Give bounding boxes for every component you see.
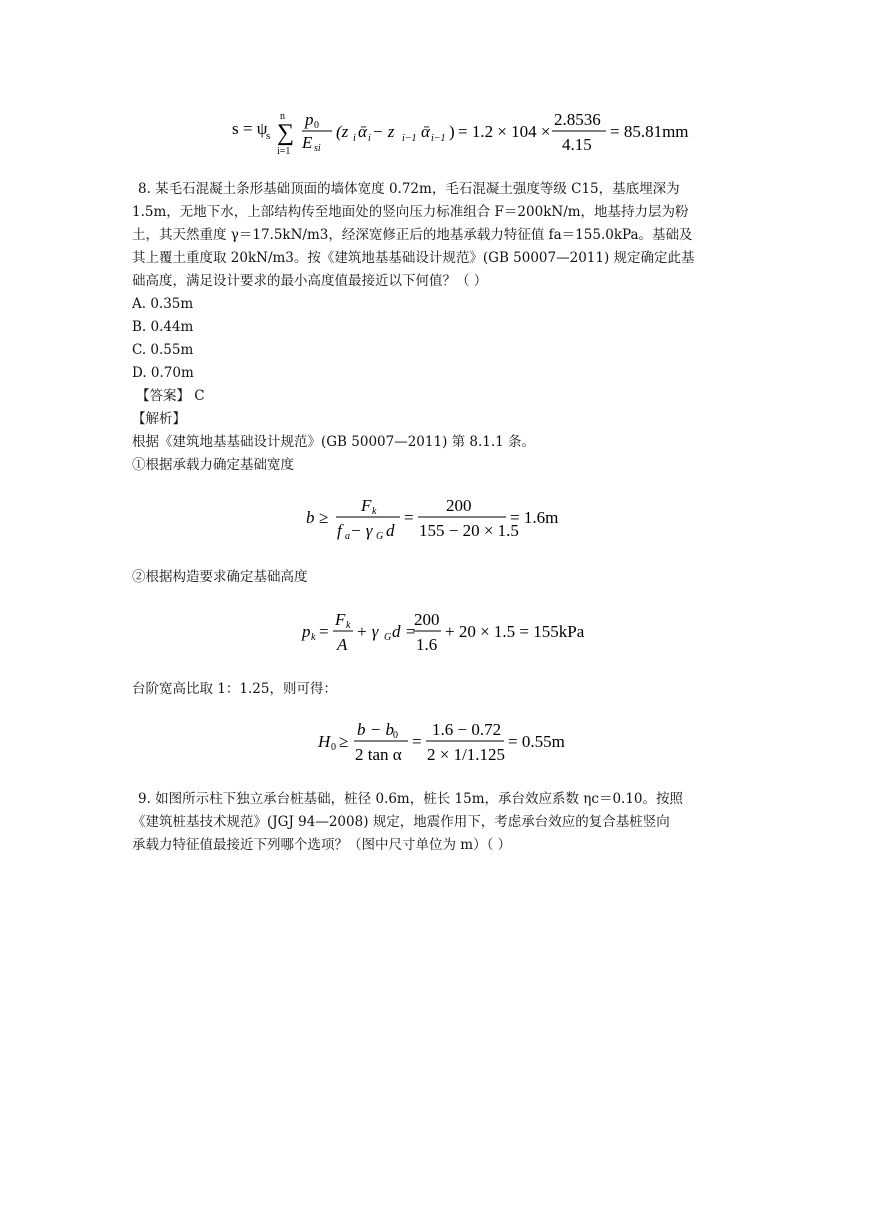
alpha-i-sub: i	[368, 133, 371, 144]
minus-z: − z	[372, 122, 395, 141]
pressure-formula	[302, 608, 602, 658]
option-b: B. 0.44m	[132, 319, 194, 335]
alpha-j: ᾱ	[421, 122, 430, 141]
f3-den: 2 tan α	[355, 745, 402, 764]
alpha-i: ᾱ	[358, 122, 367, 141]
f2-den2: 1.6	[416, 635, 438, 654]
f3-ge: ≥	[339, 732, 349, 751]
f1-den: f	[337, 521, 342, 540]
alpha-j-sub: i−1	[431, 133, 446, 144]
height-formula	[318, 718, 578, 768]
frac-den-sub: si	[314, 143, 321, 154]
option-c: C. 0.55m	[132, 342, 194, 358]
f1-num-sub: k	[372, 506, 377, 517]
f2-g-sub: G	[384, 632, 392, 643]
sum-top: n	[280, 111, 285, 122]
q9-line-1: 9. 如图所示柱下独立承台桩基础，桩径 0.6m，桩长 15m，承台效应系数 ηc＝0.10。按照	[138, 791, 684, 807]
f2-d: d =	[392, 622, 417, 641]
f1-den-sub2: G	[376, 531, 384, 542]
f1-den-mid: − γ	[350, 521, 373, 540]
option-a: A. 0.35m	[132, 296, 194, 312]
width-formula	[306, 494, 606, 544]
f1-den-sub1: a	[345, 531, 350, 542]
frac-num-sub: 0	[314, 120, 319, 131]
f2-lhs-sub: k	[311, 632, 316, 643]
f3-lhs: H	[318, 732, 331, 751]
paren-i: i	[353, 133, 356, 144]
formula-num: 2.8536	[554, 110, 601, 129]
f3-lhs-sub: 0	[331, 742, 336, 753]
f2-den: A	[337, 635, 348, 654]
formula-den: 4.15	[562, 135, 592, 154]
paren-z: (z	[336, 122, 349, 141]
z-sub: i−1	[402, 133, 417, 144]
formula-sub-s: s	[266, 130, 271, 142]
q8-line-1: 8. 某毛石混凝土条形基础顶面的墙体宽度 0.72m，毛石混凝土强度等级 C15，基底埋深为	[138, 181, 680, 197]
option-d: D. 0.70m	[132, 365, 194, 381]
f3-num: b − b	[357, 720, 394, 739]
f1-lhs: b ≥	[306, 508, 329, 527]
formula-eq1: = 1.2 × 104 ×	[458, 122, 551, 141]
f3-result: = 0.55m	[508, 732, 565, 751]
q8-line-2: 1.5m，无地下水，上部结构传至地面处的竖向压力标准组合 F＝200kN/m，地基持力层为粉	[132, 204, 689, 220]
step-3-text: 台阶宽高比取 1：1.25，则可得：	[132, 681, 337, 697]
sum-sign: ∑	[277, 120, 295, 146]
f1-eq: =	[404, 508, 414, 527]
paren-close: )	[449, 122, 455, 141]
q8-line-3: 土，其天然重度 γ＝17.5kN/m3，经深宽修正后的地基承载力特征值 fa＝155.0kPa。基础及	[132, 227, 693, 243]
f2-num-sub: k	[346, 620, 351, 631]
q9-line-2: 《建筑桩基技术规范》(JGJ 94—2008) 规定，地震作用下，考虑承台效应的复合基桩竖向	[132, 814, 670, 830]
settlement-formula	[232, 108, 689, 160]
step-2-text: ②根据构造要求确定基础高度	[132, 569, 308, 585]
frac-num: p	[305, 110, 314, 129]
f2-num2: 200	[414, 610, 440, 629]
f2-lhs: p	[302, 622, 311, 641]
analysis-text: 根据《建筑地基基础设计规范》(GB 50007—2011) 第 8.1.1 条。	[132, 434, 536, 450]
f1-num2: 200	[446, 496, 472, 515]
f1-num: F	[361, 496, 372, 515]
q9-line-3: 承载力特征值最接近下列哪个选项？（图中尺寸单位为 m）（ ）	[132, 837, 512, 853]
f1-den2: 155 − 20 × 1.5	[419, 521, 519, 540]
formula-lhs: s = ψ	[232, 119, 268, 138]
f3-den2: 2 × 1/1.125	[427, 745, 506, 764]
f1-den-end: d	[386, 521, 395, 540]
f2-result: + 20 × 1.5 = 155kPa	[445, 622, 585, 641]
q8-line-4: 其上覆土重度取 20kN/m3。按《建筑地基基础设计规范》(GB 50007—2011) 规定确定此基	[132, 250, 695, 266]
f2-plus: + γ	[356, 622, 379, 641]
f2-eq0: =	[319, 622, 329, 641]
f3-eq: =	[412, 732, 422, 751]
f3-num2: 1.6 − 0.72	[432, 720, 502, 739]
sum-bottom: i=1	[277, 146, 291, 157]
f1-result: = 1.6m	[510, 508, 559, 527]
f3-num-sub: 0	[393, 730, 398, 741]
step-1-text: ①根据承载力确定基础宽度	[132, 457, 294, 473]
answer-label: 【答案】 C	[136, 388, 205, 404]
q8-line-5: 础高度，满足设计要求的最小高度值最接近以下何值？（ ）	[132, 273, 488, 289]
f2-num: F	[335, 610, 346, 629]
frac-den: E	[302, 133, 313, 152]
analysis-title: 【解析】	[132, 411, 186, 427]
formula-result: = 85.81mm	[610, 122, 689, 141]
